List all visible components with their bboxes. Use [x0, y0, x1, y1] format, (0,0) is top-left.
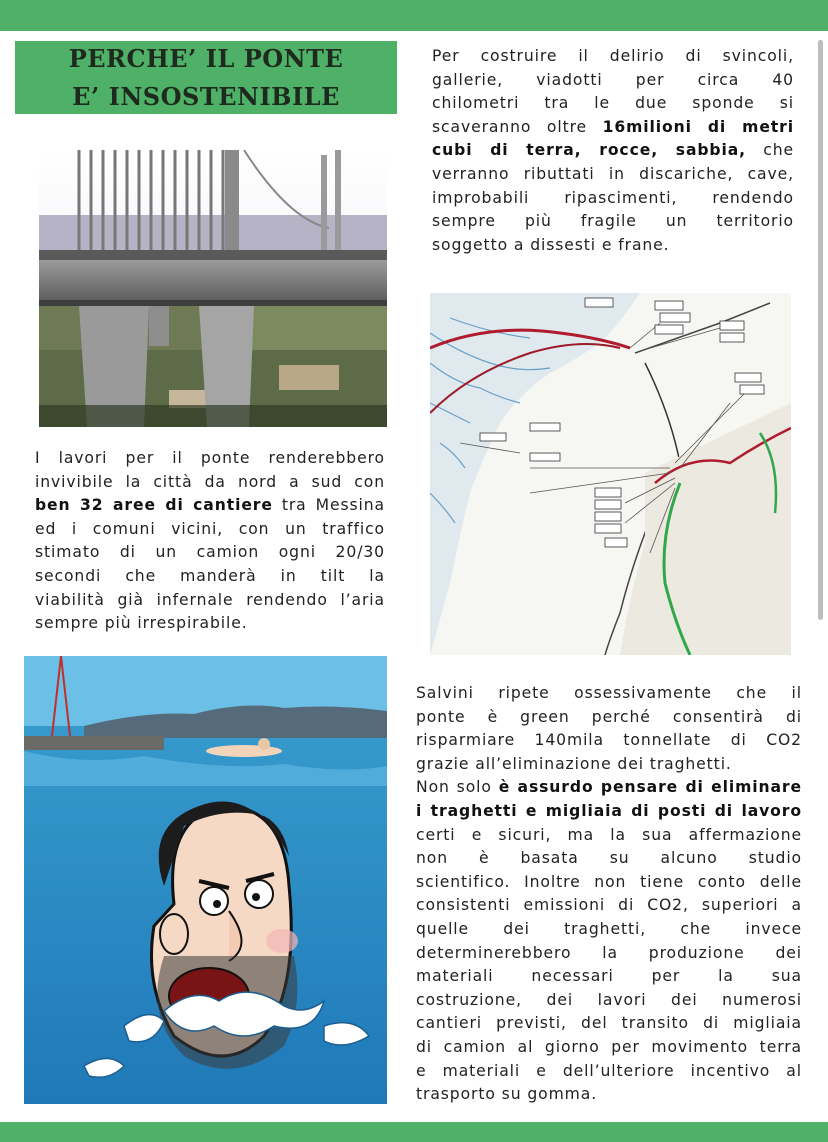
text-line: costruzione, dei lavori dei numerosi	[416, 990, 802, 1009]
text-line	[416, 776, 802, 800]
text-line: viabilità già infernale rendendo l’aria	[35, 590, 385, 609]
text-line: trasporto su gomma.	[416, 1085, 598, 1104]
text-line: di camion al giorno per movimento terra	[416, 1037, 802, 1056]
text-line: risparmiare 140mila tonnellate di CO2	[416, 731, 802, 750]
paragraph-excavation	[432, 45, 794, 257]
bold-text: 16milioni di metri	[602, 117, 794, 136]
text-line: determinerebbero la produzione dei	[416, 943, 802, 962]
text-line: consistenti emissioni di CO2, superiori a	[416, 896, 802, 915]
text-line: stimato di un camion ogni 20/30	[35, 543, 385, 562]
text-line: gallerie, viadotti per circa 40	[432, 70, 794, 89]
title-line-1: PERCHE’ IL PONTE	[68, 43, 344, 73]
text-fragment: Non solo	[416, 778, 499, 797]
text-line: improbabili ripascimenti, rendendo	[432, 188, 794, 207]
text-line: invivibile la città da nord a sud con	[35, 472, 385, 491]
text-line: soggetto a dissesti e frane.	[432, 235, 670, 254]
bold-text: ben 32 aree di cantiere	[35, 496, 273, 515]
text-line	[432, 139, 794, 163]
bold-text: è assurdo pensare di eliminare	[498, 778, 802, 797]
scrollbar[interactable]	[818, 40, 823, 620]
title-banner	[15, 41, 397, 114]
text-line: quelle dei traghetti, che invece	[416, 919, 802, 938]
paragraph-construction-sites	[35, 447, 385, 636]
text-line: sempre più irrespirabile.	[35, 614, 248, 633]
top-green-bar	[0, 0, 828, 31]
text-line: scientifico. Inoltre non tiene conto delle	[416, 872, 802, 891]
title-line-2: E’ INSOSTENIBILE	[72, 81, 340, 111]
text-line: certi e sicuri, ma la sua affermazione	[416, 825, 802, 844]
bridge-rendering-image	[39, 150, 387, 427]
text-line: ponte è green perché consentirà di	[416, 707, 802, 726]
text-line: Per costruire il delirio di svincoli,	[432, 47, 794, 65]
bottom-green-bar	[0, 1122, 828, 1142]
bold-text: i traghetti e migliaia di posti di lavoro	[416, 801, 802, 820]
text-line: cantieri previsti, del transito di migliaia	[416, 1014, 802, 1033]
text-line: materiali necessari per la sua	[416, 967, 802, 986]
bold-text: cubi di terra, rocce, sabbia,	[432, 141, 746, 160]
text-line	[35, 494, 385, 518]
cartoon-illustration-image	[24, 656, 387, 1104]
text-line: grazie all’eliminazione dei traghetti.	[416, 754, 732, 773]
text-line: sempre più fragile un territorio	[432, 212, 794, 231]
text-fragment: che	[745, 141, 795, 160]
text-line: ed i comuni vicini, con un traffico	[35, 519, 385, 538]
text-line: I lavori per il ponte renderebbero	[35, 449, 385, 467]
text-fragment: scaveranno oltre	[432, 117, 603, 136]
text-line: verranno ributtati in discariche, cave,	[432, 164, 794, 183]
route-map-image	[430, 293, 791, 655]
text-line: non è basata su alcuno studio	[416, 849, 802, 868]
text-line: e materiali e dell’ulteriore incentivo al	[416, 1061, 802, 1080]
text-line	[432, 116, 794, 140]
text-fragment: tra Messina	[272, 496, 385, 515]
text-line: chilometri tra le due sponde si	[432, 94, 794, 113]
text-line	[416, 800, 802, 824]
text-line: Salvini ripete ossessivamente che il	[416, 684, 802, 702]
text-line: secondi che manderà in tilt la	[35, 566, 385, 585]
paragraph-co2-claims	[416, 682, 802, 1107]
